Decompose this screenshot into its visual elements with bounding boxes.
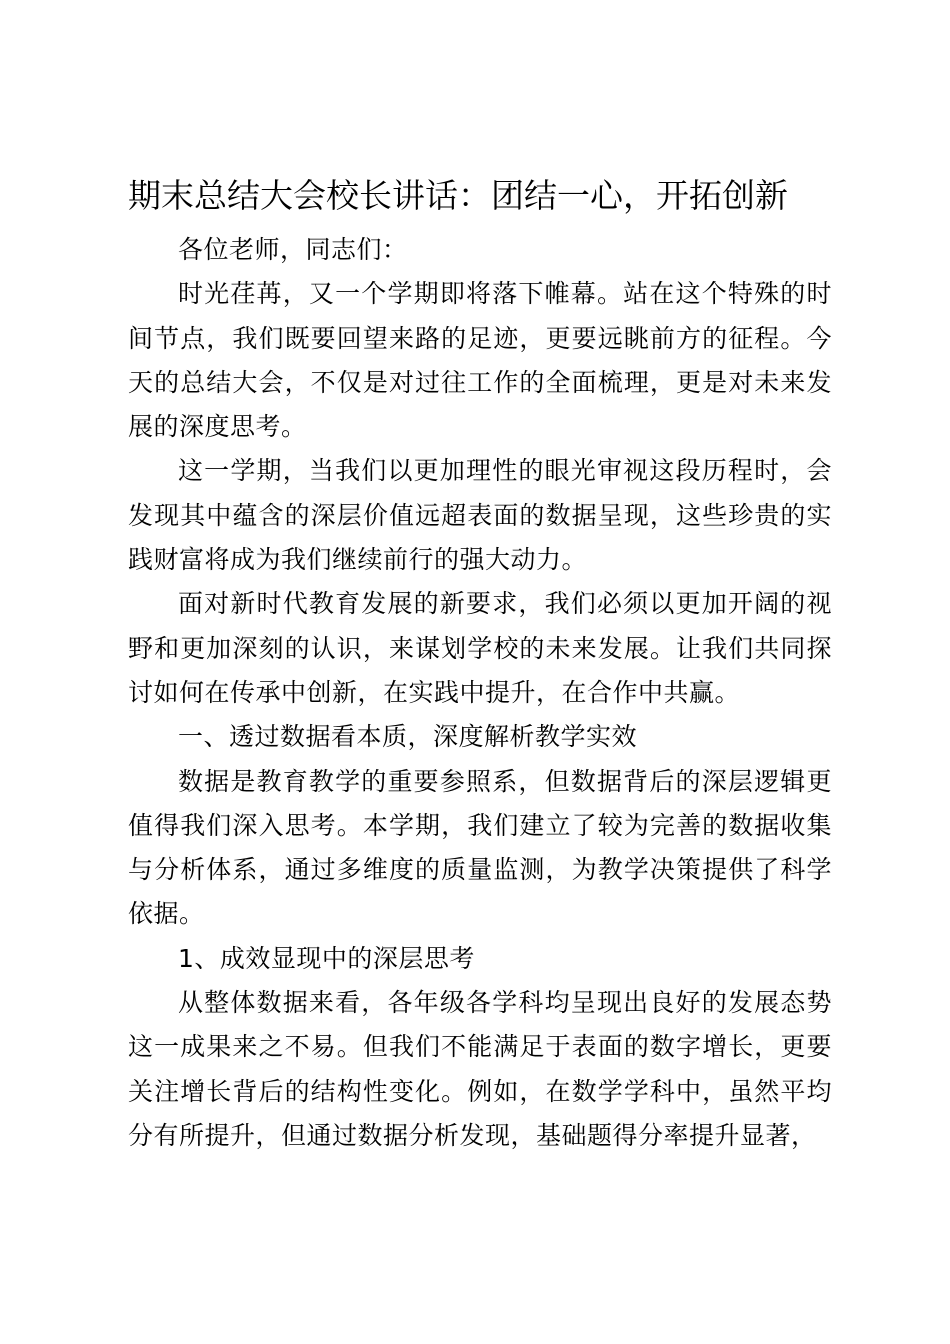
document-body (128, 228, 832, 1158)
data-paragraph: 数据是教育教学的重要参照系，但数据背后的深层逻辑更值得我们深入思考。本学期，我们建立了较为完善的数据收集与分析体系，通过多维度的质量监测，为教学决策提供了科学依据。 (128, 766, 832, 929)
section-heading-1: 一、透过数据看本质，深度解析教学实效 (178, 722, 638, 752)
subsection-heading-1: 1、成效显现中的深层思考 (178, 943, 475, 973)
intro-paragraph: 时光荏苒，又一个学期即将落下帷幕。站在这个特殊的时间节点，我们既要回望来路的足迹，更要远眺前方的征程。今天的总结大会，不仅是对过往工作的全面梳理，更是对未来发展的深度思考。 (128, 279, 832, 442)
greeting-paragraph: 各位老师，同志们： (178, 235, 408, 264)
document-title: 期末总结大会校长讲话：团结一心，开拓创新 (128, 176, 788, 215)
analysis-paragraph: 从整体数据来看，各年级各学科均呈现出良好的发展态势这一成果来之不易。但我们不能满足于表面的数字增长，更要关注增长背后的结构性变化。例如，在数学学科中，虽然平均分有所提升，但通过数据分析发现，基础题得分率提升显著， (128, 988, 832, 1150)
outlook-paragraph: 面对新时代教育发展的新要求，我们必须以更加开阔的视野和更加深刻的认识，来谋划学校的未来发展。让我们共同探讨如何在传承中创新，在实践中提升，在合作中共赢。 (128, 589, 832, 707)
reflection-paragraph: 这一学期，当我们以更加理性的眼光审视这段历程时，会发现其中蕴含的深层价值远超表面的数据呈现，这些珍贵的实践财富将成为我们继续前行的强大动力。 (128, 456, 832, 575)
